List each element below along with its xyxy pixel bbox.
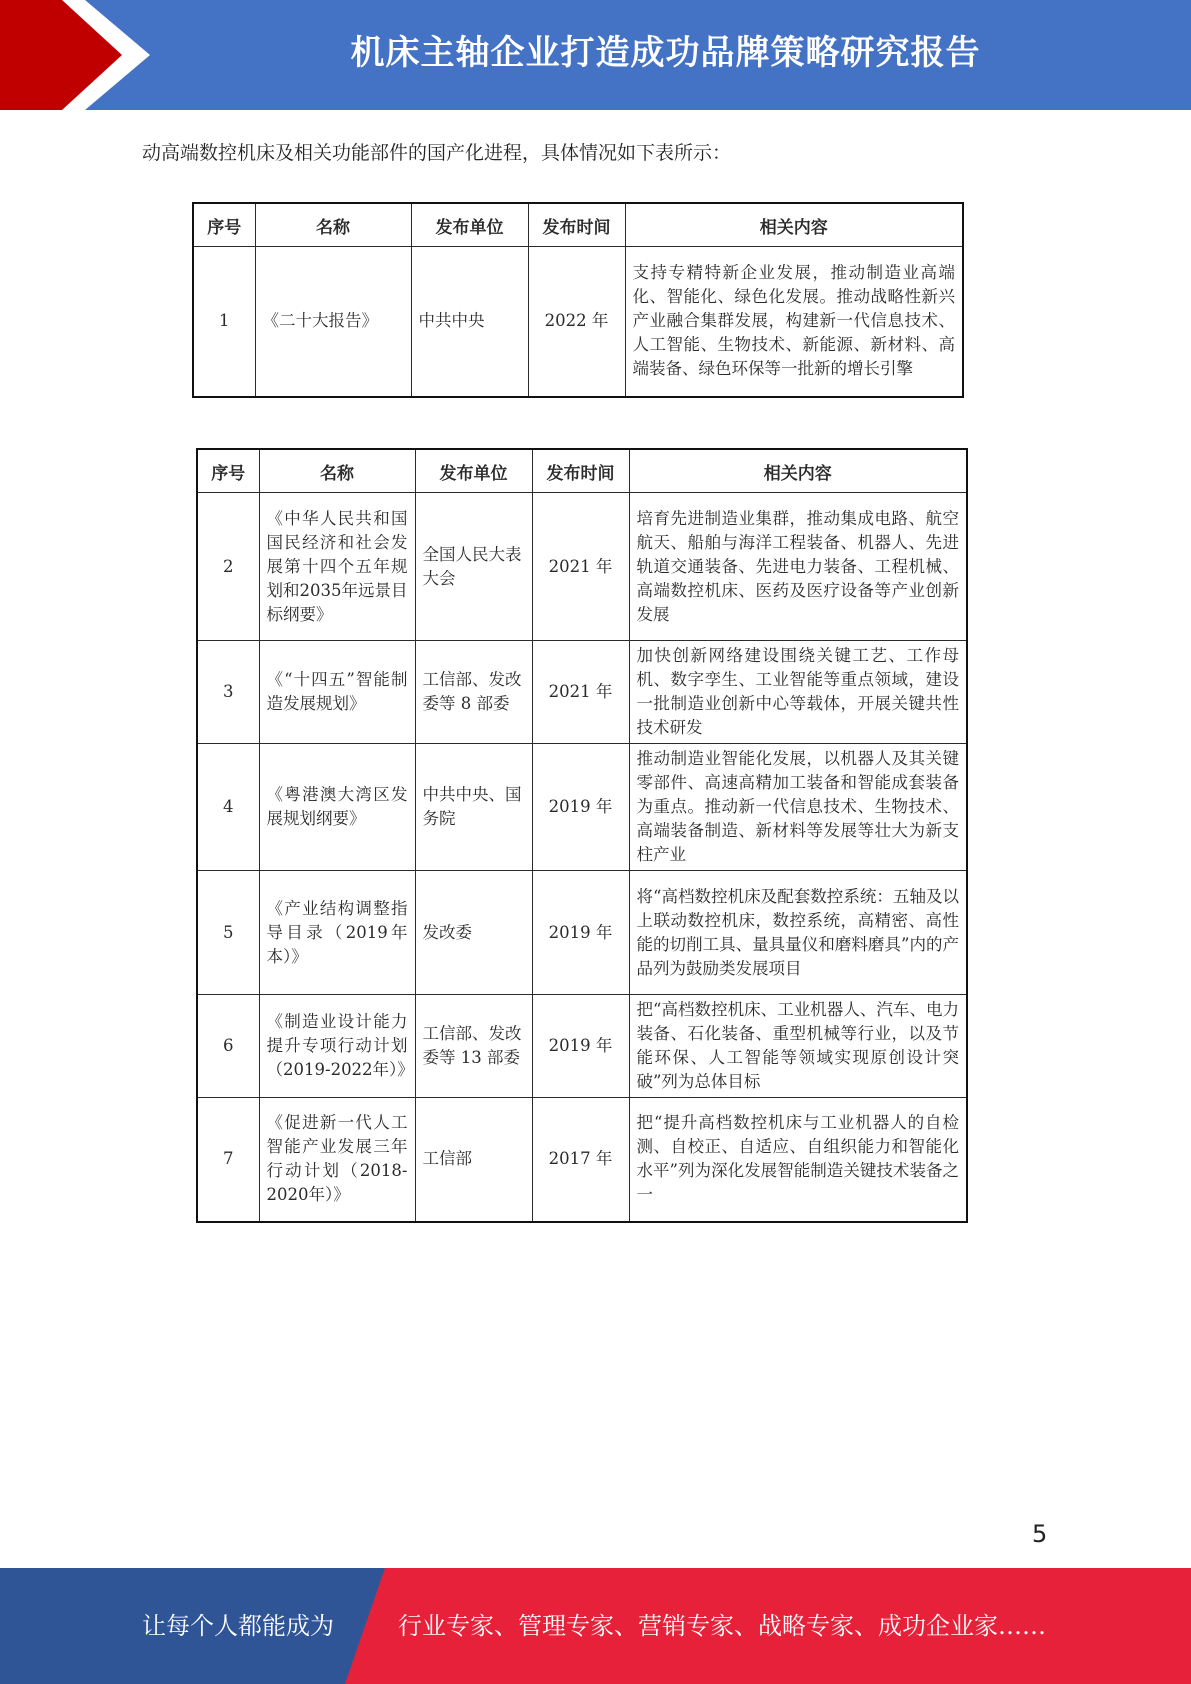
row-content: 推动制造业智能化发展，以机器人及其关键零部件、高速高精加工装备和智能成套装备为重点。推动新一代信息技术、生物技术、高端装备制造、新材料等发展等壮大为新支柱产业 (629, 744, 967, 871)
row-no: 3 (197, 641, 259, 744)
page-header (0, 0, 1191, 110)
row-issuer: 全国人民大表大会 (415, 493, 532, 641)
header-date: 发布时间 (532, 449, 629, 493)
row-content: 把“高档数控机床、工业机器人、汽车、电力装备、石化装备、重型机械等行业，以及节能环保、人工智能等领域实现原创设计突破”列为总体目标 (629, 995, 967, 1098)
row-date: 2019 年 (532, 871, 629, 995)
page-footer (0, 1568, 1191, 1684)
row-name: 《粤港澳大湾区发展规划纲要》 (259, 744, 415, 871)
row-content: 将“高档数控机床及配套数控系统：五轴及以上联动数控机床，数控系统，高精密、高性能的切削工具、量具量仪和磨料磨具”内的产品列为鼓励类发展项目 (629, 871, 967, 995)
row-issuer: 工信部、发改委等 13 部委 (415, 995, 532, 1098)
row-date: 2022 年 (528, 247, 625, 397)
table-row (193, 247, 963, 397)
row-name: 《中华人民共和国国民经济和社会发展第十四个五年规划和2035年远景目标纲要》 (259, 493, 415, 641)
row-no: 6 (197, 995, 259, 1098)
table-row (197, 641, 967, 744)
table-row (197, 871, 967, 995)
row-issuer: 发改委 (415, 871, 532, 995)
row-issuer: 中共中央、国务院 (415, 744, 532, 871)
row-no: 5 (197, 871, 259, 995)
header-date: 发布时间 (528, 203, 625, 247)
row-name: 《产业结构调整指导目录（2019年本）》 (259, 871, 415, 995)
header-no: 序号 (197, 449, 259, 493)
row-no: 7 (197, 1098, 259, 1222)
table-row (197, 744, 967, 871)
row-content: 加快创新网络建设围绕关键工艺、工作母机、数字孪生、工业智能等重点领域，建设一批制造业创新中心等载体，开展关键共性技术研发 (629, 641, 967, 744)
row-date: 2019 年 (532, 744, 629, 871)
footer-slogan-right: 行业专家、管理专家、营销专家、战略专家、成功企业家…… (398, 1612, 1046, 1640)
row-name: 《二十大报告》 (255, 247, 411, 397)
policy-table-1 (192, 202, 964, 398)
table-row (197, 493, 967, 641)
table-header-row (197, 449, 967, 493)
page-title: 机床主轴企业打造成功品牌策略研究报告 (350, 33, 981, 73)
header-issuer: 发布单位 (415, 449, 532, 493)
table-header-row (193, 203, 963, 247)
header-name: 名称 (255, 203, 411, 247)
row-name: 《制造业设计能力提升专项行动计划（2019-2022年）》 (259, 995, 415, 1098)
row-date: 2017 年 (532, 1098, 629, 1222)
policy-table-2 (196, 448, 968, 1223)
row-date: 2021 年 (532, 641, 629, 744)
table-row (197, 1098, 967, 1222)
row-content: 支持专精特新企业发展，推动制造业高端化、智能化、绿色化发展。推动战略性新兴产业融合集群发展，构建新一代信息技术、人工智能、生物技术、新能源、新材料、高端装备、绿色环保等一批新的增长引擎 (625, 247, 963, 397)
row-no: 2 (197, 493, 259, 641)
footer-slogan-left: 让每个人都能成为 (142, 1612, 334, 1640)
header-arrow-decoration (0, 0, 160, 110)
header-content: 相关内容 (625, 203, 963, 247)
header-name: 名称 (259, 449, 415, 493)
row-date: 2019 年 (532, 995, 629, 1098)
row-no: 1 (193, 247, 255, 397)
row-name: 《促进新一代人工智能产业发展三年行动计划（2018-2020年）》 (259, 1098, 415, 1222)
row-no: 4 (197, 744, 259, 871)
header-no: 序号 (193, 203, 255, 247)
header-content: 相关内容 (629, 449, 967, 493)
row-issuer: 中共中央 (411, 247, 528, 397)
row-content: 培育先进制造业集群，推动集成电路、航空航天、船舶与海洋工程装备、机器人、先进轨道交通装备、先进电力装备、工程机械、高端数控机床、医药及医疗设备等产业创新发展 (629, 493, 967, 641)
table-row (197, 995, 967, 1098)
row-issuer: 工信部、发改委等 8 部委 (415, 641, 532, 744)
page-number: 5 (1032, 1520, 1048, 1548)
row-name: 《“十四五”智能制造发展规划》 (259, 641, 415, 744)
row-date: 2021 年 (532, 493, 629, 641)
row-content: 把“提升高档数控机床与工业机器人的自检测、自校正、自适应、自组织能力和智能化水平”列为深化发展智能制造关键技术装备之一 (629, 1098, 967, 1222)
header-issuer: 发布单位 (411, 203, 528, 247)
intro-paragraph: 动高端数控机床及相关功能部件的国产化进程，具体情况如下表所示： (142, 142, 732, 164)
row-issuer: 工信部 (415, 1098, 532, 1222)
